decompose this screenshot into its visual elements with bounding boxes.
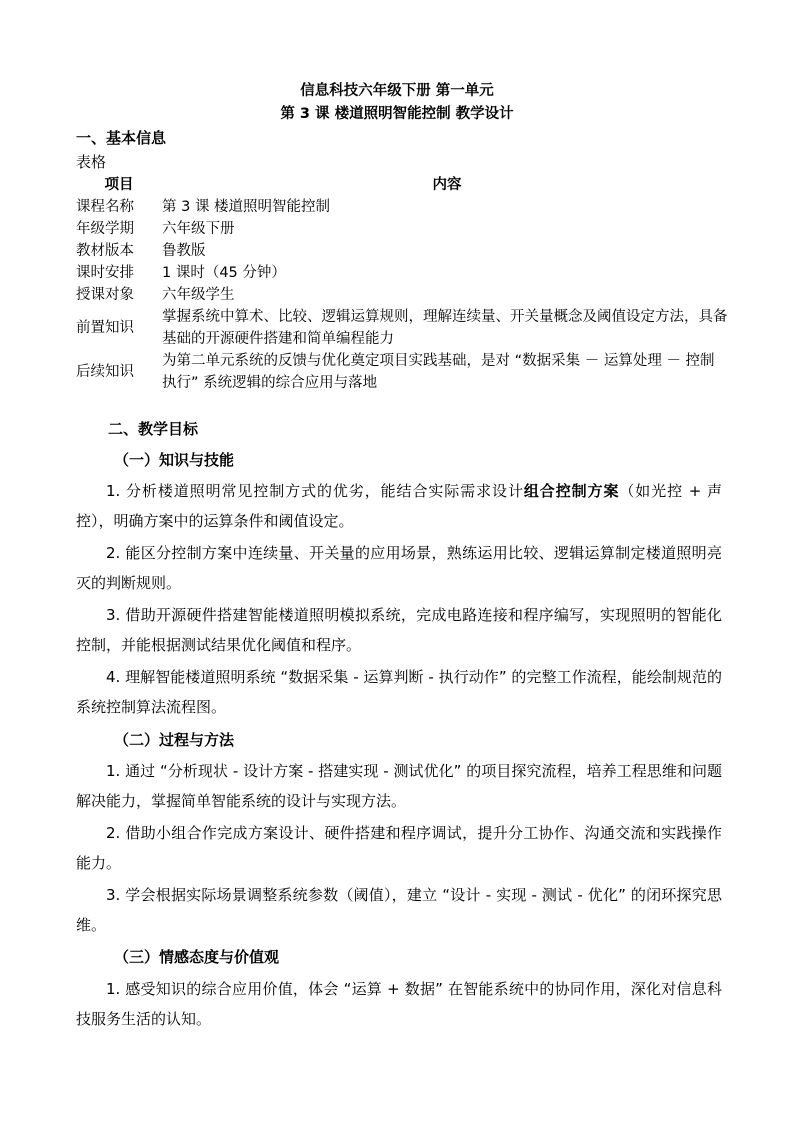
bold-term: 组合控制方案	[523, 482, 620, 500]
table-row	[73, 306, 729, 350]
row-value-grade-term: 六年级下册	[162, 221, 235, 237]
row-value-class-hours: 1 课时（45 分钟）	[162, 265, 286, 281]
table-row	[73, 350, 729, 394]
paragraph-knowledge-1	[76, 476, 722, 536]
row-value-audience: 六年级学生	[162, 287, 235, 303]
table-row	[73, 284, 729, 306]
row-value-textbook-edition: 鲁教版	[162, 243, 206, 259]
paragraph-text: （如光控 + 声控），明确方案中的运算条件和阈值设定。	[76, 482, 722, 530]
table-row	[73, 240, 729, 262]
paragraph-knowledge-2: 2. 能区分控制方案中连续量、开关量的应用场景，熟练运用比较、逻辑运算制定楼道照明亮灭的判断规则。	[76, 544, 722, 592]
row-key-textbook-edition: 教材版本	[76, 243, 134, 259]
basic-info-table	[73, 174, 729, 394]
row-value-follow-up-knowledge: 为第二单元系统的反馈与优化奠定项目实践基础，是对 “数据采集 － 运算处理 － 控制执行” 系统逻辑的综合应用与落地	[162, 353, 715, 391]
paragraph-text: 1. 分析楼道照明常见控制方式的优劣，能结合实际需求设计	[106, 482, 524, 500]
document-title-unit: 信息科技六年级下册 第一单元	[300, 83, 494, 99]
paragraph-process-3: 3. 学会根据实际场景调整系统参数（阈值），建立 “设计 - 实现 - 测试 - 优化” 的闭环探究思维。	[76, 886, 722, 934]
row-key-course-name: 课程名称	[76, 199, 134, 215]
section-heading-teaching-goals: 二、教学目标	[108, 420, 199, 438]
subsection-heading-process-methods: （二）过程与方法	[114, 731, 235, 749]
paragraph-attitude-1: 1. 感受知识的综合应用价值，体会 “运算 + 数据” 在智能系统中的协同作用，深化对信息科技服务生活的认知。	[76, 980, 722, 1028]
row-value-course-name: 第 3 课 楼道照明智能控制	[162, 199, 331, 215]
table-row	[73, 262, 729, 284]
table-header-row	[73, 174, 729, 196]
paragraph-knowledge-4: 4. 理解智能楼道照明系统 “数据采集 - 运算判断 - 执行动作” 的完整工作流程，能绘制规范的系统控制算法流程图。	[76, 668, 722, 716]
row-key-follow-up-knowledge: 后续知识	[76, 364, 134, 380]
table-row	[73, 218, 729, 240]
paragraph-knowledge-3: 3. 借助开源硬件搭建智能楼道照明模拟系统，完成电路连接和程序编写，实现照明的智能化控制，并能根据测试结果优化阈值和程序。	[76, 606, 722, 654]
paragraph-process-2: 2. 借助小组合作完成方案设计、硬件搭建和程序调试，提升分工协作、沟通交流和实践操作能力。	[76, 824, 722, 872]
document-title-lesson: 第 3 课 楼道照明智能控制 教学设计	[280, 106, 514, 122]
paragraph-process-1: 1. 通过 “分析现状 - 设计方案 - 搭建实现 - 测试优化” 的项目探究流程，培养工程思维和问题解决能力，掌握简单智能系统的设计与实现方法。	[76, 762, 722, 810]
row-key-grade-term: 年级学期	[76, 221, 134, 237]
table-row	[73, 196, 729, 218]
column-header-content: 内容	[432, 177, 462, 193]
column-header-item: 项目	[104, 177, 134, 193]
row-value-prior-knowledge: 掌握系统中算术、比较、逻辑运算规则，理解连续量、开关量概念及阈值设定方法，具备基础的开源硬件搭建和简单编程能力	[162, 309, 728, 347]
table-caption: 表格	[76, 153, 107, 171]
row-key-prior-knowledge: 前置知识	[76, 320, 134, 336]
section-heading-basic-info: 一、基本信息	[76, 129, 167, 147]
row-key-audience: 授课对象	[76, 287, 134, 303]
subsection-heading-knowledge-skills: （一）知识与技能	[114, 451, 235, 469]
row-key-class-hours: 课时安排	[76, 265, 134, 281]
subsection-heading-attitude-values: （三）情感态度与价值观	[114, 948, 280, 966]
